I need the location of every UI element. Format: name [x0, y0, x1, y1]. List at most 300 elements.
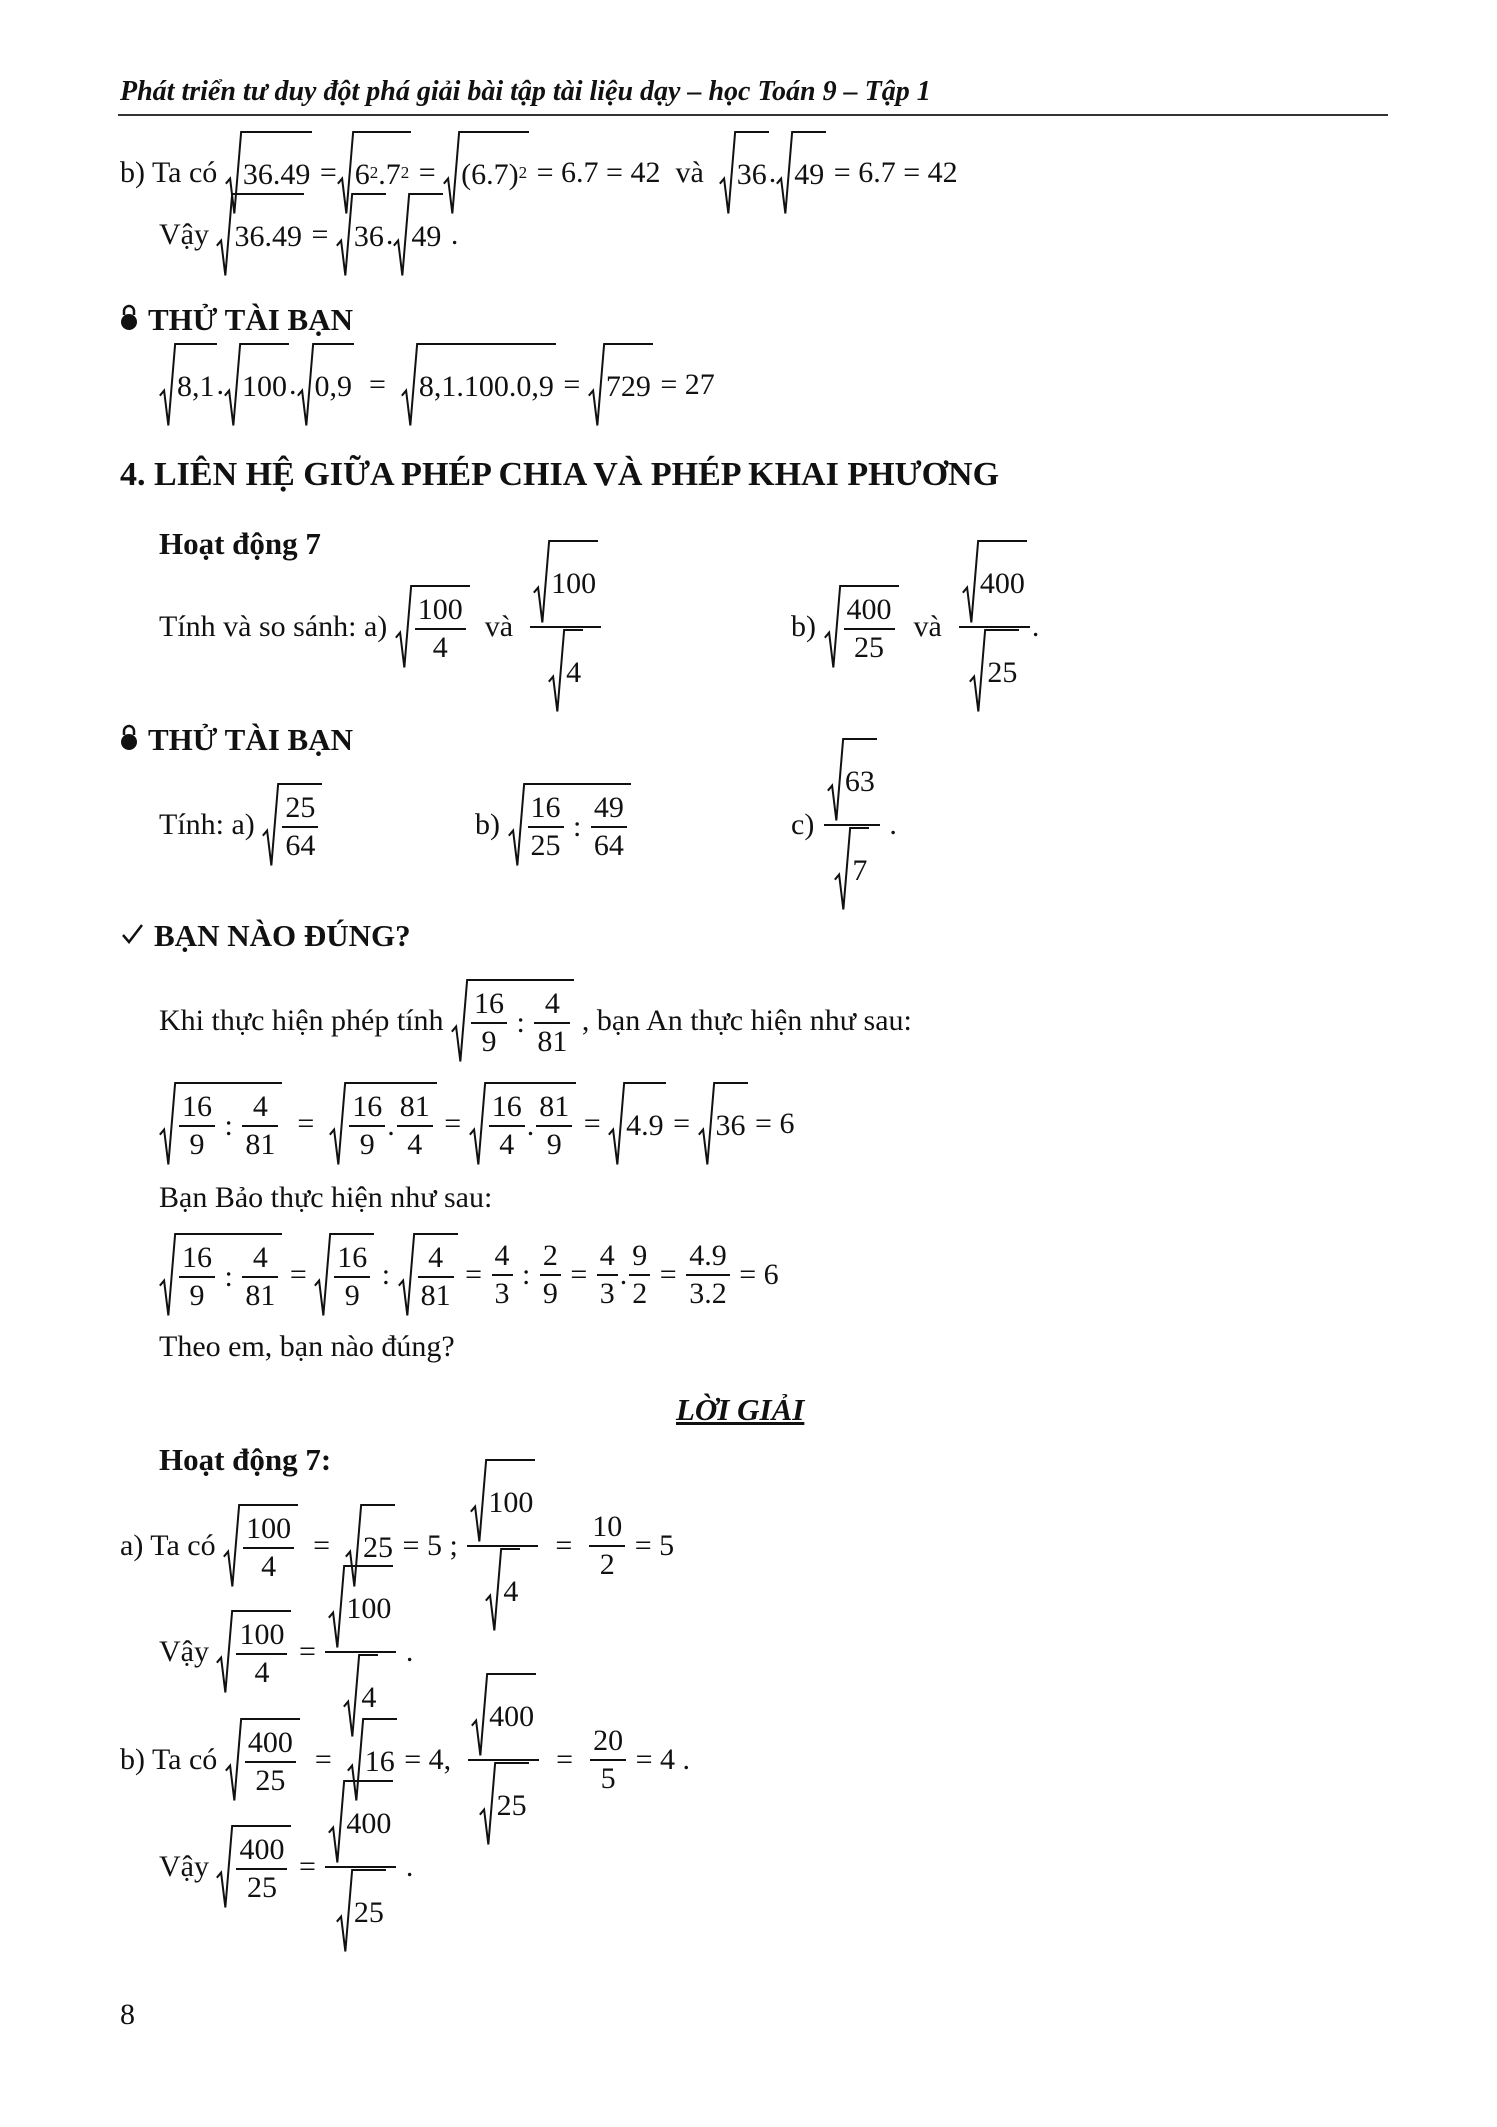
math-text: .: [385, 218, 394, 251]
denominator: [468, 1761, 539, 1847]
math-text: = 5: [627, 1529, 675, 1562]
denominator: [590, 1761, 626, 1796]
math-text: và: [898, 610, 957, 643]
checkmark-icon: [120, 918, 144, 954]
numerator: [397, 1090, 433, 1127]
fraction: [489, 1090, 525, 1162]
text-line: [159, 1297, 455, 1397]
math-text: =: [665, 1107, 698, 1140]
radical-sign-icon: [508, 783, 525, 868]
math-text: c): [791, 808, 822, 841]
math-text: 8,1: [177, 369, 215, 403]
denominator: [245, 1763, 296, 1798]
radical-sign-icon: [393, 193, 410, 278]
radical-sign-icon: [328, 1565, 345, 1650]
math-text: 4: [252, 1240, 268, 1274]
math-text: =: [555, 368, 588, 401]
denominator: [471, 1024, 507, 1059]
radical-sign-icon: [336, 193, 353, 278]
radical-sign-icon: [336, 1869, 353, 1954]
math-text: :: [217, 1108, 241, 1142]
radicand: [488, 1673, 536, 1758]
numerator: [591, 791, 627, 828]
square-root: [297, 343, 355, 428]
math-text: 36.49: [242, 157, 311, 191]
math-text: 16: [182, 1089, 212, 1123]
radical-sign-icon: [962, 540, 979, 625]
math-text: =: [298, 1529, 346, 1562]
superscript: 2: [369, 162, 379, 182]
numerator: [236, 1618, 287, 1655]
lock-icon: [120, 722, 138, 758]
numerator: [530, 540, 601, 628]
fraction: [528, 791, 564, 863]
square-root: [216, 1610, 291, 1695]
radicand: [625, 1082, 666, 1167]
numerator: [179, 1241, 215, 1278]
radicand: [986, 629, 1019, 714]
math-text: =: [303, 218, 336, 251]
denominator: [844, 630, 895, 665]
math-text: =: [411, 156, 444, 189]
denominator: [489, 1127, 525, 1162]
square-root: [824, 585, 899, 670]
math-text: 0,9: [314, 369, 352, 403]
math-text: =: [354, 368, 401, 401]
square-root: [225, 1718, 300, 1803]
numerator: [467, 1459, 538, 1547]
math-text: 400: [346, 1807, 392, 1840]
math-text: .: [768, 156, 777, 189]
denominator: [236, 1655, 287, 1690]
denominator: [540, 1276, 561, 1311]
math-text: Bạn Bảo thực hiện như sau:: [159, 1181, 493, 1214]
radical-sign-icon: [216, 193, 233, 278]
math-text: = 27: [652, 368, 715, 401]
math-text: 25: [363, 1530, 394, 1564]
radicand: [460, 131, 529, 216]
numerator: [492, 1239, 513, 1276]
denominator: [282, 828, 318, 863]
denominator: [686, 1276, 730, 1311]
math-text: 4: [252, 1089, 268, 1123]
radical-sign-icon: [216, 1825, 233, 1910]
activity-heading: Hoạt động 7: [159, 526, 321, 561]
numerator: [349, 1090, 385, 1127]
math-text: 25: [246, 1870, 277, 1904]
math-text: 25: [285, 790, 316, 824]
radical-sign-icon: [824, 585, 841, 670]
math-text: =: [436, 1107, 469, 1140]
math-text: 9: [344, 1278, 360, 1312]
numerator: [418, 1241, 454, 1278]
denominator: [492, 1276, 513, 1311]
radicand: [736, 131, 769, 216]
math-text: Vậy: [159, 1635, 217, 1668]
math-text: 16: [474, 986, 505, 1020]
radical-sign-icon: [471, 1673, 488, 1758]
math-text: 400: [846, 592, 892, 626]
numerator: [824, 738, 880, 826]
radicand: [487, 1459, 535, 1544]
math-text: b): [791, 610, 824, 643]
radical-sign-icon: [485, 1548, 502, 1633]
numerator: [334, 1241, 370, 1278]
math-text: 4: [566, 656, 582, 689]
radicand: [233, 193, 304, 278]
math-text: 729: [605, 369, 651, 403]
heading-text: BẠN NÀO ĐÚNG?: [154, 918, 411, 953]
math-text: 25: [987, 656, 1018, 689]
radicand: [486, 1082, 577, 1167]
math-text: 81: [537, 1024, 568, 1058]
math-text: 36: [715, 1108, 746, 1142]
numerator: [245, 1726, 296, 1763]
numerator: [489, 1090, 525, 1127]
math-text: 4: [544, 986, 560, 1020]
radicand: [314, 343, 355, 428]
math-text: 25: [353, 1896, 384, 1929]
fraction: [282, 791, 318, 863]
square-root: [827, 738, 877, 823]
radical-sign-icon: [834, 827, 851, 912]
numerator: [534, 987, 570, 1024]
math-text: 2: [599, 1548, 615, 1581]
math-text: :: [514, 1258, 538, 1291]
math-line: [791, 765, 897, 887]
denominator: [243, 1549, 294, 1584]
math-text: =: [312, 156, 337, 189]
radical-sign-icon: [159, 343, 176, 428]
radical-sign-icon: [328, 1780, 345, 1865]
radicand: [345, 1780, 393, 1865]
fraction: [236, 1833, 287, 1905]
numerator: [325, 1780, 396, 1868]
math-text: 4: [428, 1240, 444, 1274]
denominator: [415, 630, 466, 665]
math-text: 16: [364, 1744, 395, 1778]
square-root: [719, 131, 769, 216]
radicand: [502, 1548, 520, 1633]
header-divider: [118, 114, 1388, 116]
numerator: [597, 1239, 618, 1276]
numerator: [589, 1510, 625, 1547]
square-root: [393, 193, 443, 278]
math-text: 10: [592, 1510, 623, 1543]
math-text: b): [475, 808, 508, 841]
radicand: [851, 827, 869, 912]
fraction: [245, 1726, 296, 1798]
math-text: .: [881, 808, 897, 841]
math-text: .: [619, 1258, 628, 1291]
math-text: 81: [539, 1089, 570, 1123]
square-root: [336, 1869, 386, 1954]
radicand: [242, 1718, 300, 1803]
radicand: [715, 1082, 748, 1167]
radicand: [525, 783, 631, 868]
math-text: 16: [491, 1089, 522, 1123]
math-text: a) Ta có: [120, 1529, 224, 1562]
square-root: [223, 1504, 298, 1589]
numerator: [686, 1239, 730, 1276]
math-text: 9: [542, 1277, 558, 1310]
math-text: 36: [736, 157, 767, 191]
math-text: 6: [354, 157, 370, 191]
numerator: [179, 1090, 215, 1127]
square-root: [479, 1762, 529, 1847]
math-line: [159, 567, 603, 689]
math-text: 3.2: [689, 1277, 727, 1310]
math-text: b) Ta có: [120, 156, 225, 189]
math-text: = 6: [747, 1107, 795, 1140]
math-text: 25: [496, 1789, 527, 1822]
fraction: [629, 1239, 650, 1311]
radicand: [353, 1869, 386, 1954]
numerator: [536, 1090, 572, 1127]
numerator: [471, 987, 507, 1024]
radical-sign-icon: [608, 1082, 625, 1167]
radicand: [496, 1762, 529, 1847]
denominator: [591, 828, 627, 863]
solution-heading: LỜI GIẢI: [676, 1392, 805, 1427]
radicand: [176, 343, 217, 428]
superscript: 2: [400, 162, 410, 182]
square-root: [834, 827, 869, 912]
math-text: 49: [794, 157, 825, 191]
page-number: 8: [120, 1998, 135, 2031]
numerator: [528, 791, 564, 828]
math-text: 9: [189, 1127, 205, 1161]
math-text: 100: [246, 1511, 292, 1545]
denominator: [530, 628, 601, 714]
fraction: [236, 1618, 287, 1690]
math-text: Khi thực hiện phép tính: [159, 1004, 452, 1037]
square-root: [470, 1459, 535, 1544]
math-line: [159, 335, 715, 435]
math-text: 4.9: [626, 1108, 664, 1142]
math-text: 100: [417, 592, 463, 626]
math-text: và: [469, 610, 529, 643]
math-text: =: [541, 1743, 589, 1776]
radicand: [468, 979, 574, 1064]
square-root: [776, 131, 826, 216]
math-text: 81: [399, 1089, 430, 1123]
math-text: .7: [378, 157, 401, 191]
math-line: [159, 1592, 414, 1714]
heading-text: THỬ TÀI BẠN: [148, 722, 353, 757]
math-text: 7: [852, 854, 868, 887]
radical-sign-icon: [969, 629, 986, 714]
math-text: 100: [346, 1592, 392, 1625]
fraction: [589, 1510, 625, 1582]
numerator: [540, 1239, 561, 1276]
fraction: [536, 1090, 572, 1162]
radicand: [565, 629, 583, 714]
math-text: 64: [285, 828, 316, 862]
radicand: [605, 343, 653, 428]
math-text: 100: [488, 1486, 534, 1519]
radical-sign-icon: [548, 629, 565, 714]
fraction: [540, 1239, 561, 1311]
math-text: 4.9: [689, 1239, 727, 1272]
square-root: [969, 629, 1019, 714]
radicand: [841, 585, 899, 670]
math-text: :: [374, 1258, 398, 1291]
square-root: [224, 343, 289, 428]
math-text: 25: [255, 1763, 286, 1797]
math-text: .: [526, 1108, 535, 1142]
fraction: [597, 1239, 618, 1311]
numerator: [629, 1239, 650, 1276]
numerator: [236, 1833, 287, 1870]
fraction: [824, 738, 880, 912]
numerator: [282, 791, 318, 828]
radical-sign-icon: [588, 343, 605, 428]
numerator: [844, 593, 895, 630]
denominator: [534, 1024, 570, 1059]
math-text: = 4,: [396, 1743, 467, 1776]
square-root: [328, 1565, 393, 1650]
math-text: .: [1031, 610, 1040, 643]
numerator: [242, 1090, 278, 1127]
math-text: = 6: [731, 1258, 779, 1291]
fraction: [591, 791, 627, 863]
math-text: 400: [979, 567, 1025, 600]
activity-heading: Hoạt động 7:: [159, 1442, 332, 1477]
superscript: 2: [518, 162, 528, 182]
denominator: [959, 628, 1030, 714]
math-text: 9: [481, 1024, 497, 1058]
radicand: [233, 1610, 291, 1695]
math-text: 5: [600, 1762, 616, 1795]
radical-sign-icon: [719, 131, 736, 216]
square-root: [548, 629, 583, 714]
radical-sign-icon: [776, 131, 793, 216]
math-text: 81: [420, 1278, 451, 1312]
square-root: [533, 540, 598, 625]
fraction: [468, 1673, 539, 1847]
lock-icon: [120, 302, 138, 338]
math-text: Tính: a): [159, 808, 263, 841]
math-text: 16: [182, 1240, 212, 1274]
math-text: 49: [593, 790, 624, 824]
math-text: 8,1.100.0,9: [418, 369, 554, 403]
math-text: = 5 ;: [395, 1529, 466, 1562]
math-text: 100: [239, 1617, 285, 1651]
math-line: [159, 971, 912, 1071]
math-text: 3: [494, 1277, 510, 1310]
square-root: [216, 1825, 291, 1910]
denominator: [589, 1547, 625, 1582]
math-text: =: [282, 1258, 315, 1291]
numerator: [415, 593, 466, 630]
square-root: [588, 343, 653, 428]
square-root: [262, 783, 322, 868]
square-root: [159, 343, 217, 428]
math-text: = 6.7 = 42 và: [529, 156, 719, 189]
radical-sign-icon: [297, 343, 314, 428]
denominator: [536, 1127, 572, 1162]
math-text: 9: [189, 1278, 205, 1312]
radical-sign-icon: [827, 738, 844, 823]
denominator: [629, 1276, 650, 1311]
radicand: [410, 193, 443, 278]
denominator: [325, 1868, 396, 1954]
math-text: 16: [352, 1089, 383, 1123]
math-line: [120, 1486, 675, 1608]
math-text: =: [457, 1258, 490, 1291]
fraction: [471, 987, 507, 1059]
math-text: 25: [530, 828, 561, 862]
math-text: 63: [844, 765, 875, 798]
math-text: 4: [261, 1549, 277, 1583]
radical-sign-icon: [225, 1718, 242, 1803]
numerator: [590, 1724, 626, 1761]
math-text: 4: [361, 1681, 377, 1714]
math-text: 400: [247, 1725, 293, 1759]
math-text: =: [299, 1743, 347, 1776]
radical-sign-icon: [479, 1762, 496, 1847]
math-text: b) Ta có: [120, 1743, 225, 1776]
square-root: [962, 540, 1027, 625]
math-text: =: [576, 1107, 609, 1140]
math-text: 2: [542, 1239, 558, 1272]
fraction: [686, 1239, 730, 1311]
math-text: :: [565, 809, 589, 843]
math-text: 4: [494, 1239, 510, 1272]
numerator: [243, 1512, 294, 1549]
math-text: = 6.7 = 42: [826, 156, 958, 189]
math-text: 49: [411, 219, 442, 253]
math-text: 4: [407, 1127, 423, 1161]
math-text: .: [387, 1108, 395, 1142]
math-text: 9: [546, 1127, 562, 1161]
radicand: [240, 1504, 298, 1589]
denominator: [824, 826, 880, 912]
radical-sign-icon: [401, 343, 418, 428]
radical-sign-icon: [223, 1504, 240, 1589]
fraction: [243, 1512, 294, 1584]
math-text: Theo em, bạn nào đúng?: [159, 1330, 455, 1363]
radicand: [353, 193, 386, 278]
math-text: 4: [432, 630, 448, 664]
denominator: [236, 1870, 287, 1905]
math-text: (6.7): [461, 157, 519, 191]
math-text: =: [291, 1635, 324, 1668]
radicand: [793, 131, 826, 216]
radicand: [233, 1825, 291, 1910]
math-text: 3: [599, 1277, 615, 1310]
math-text: 36: [353, 219, 384, 253]
fraction: [415, 593, 466, 665]
radicand: [844, 738, 877, 823]
math-text: .: [443, 218, 459, 251]
math-text: Vậy: [159, 1850, 217, 1883]
math-text: =: [652, 1258, 685, 1291]
math-line: [120, 1700, 690, 1822]
section-heading: 4. LIÊN HỆ GIỮA PHÉP CHIA VÀ PHÉP KHAI PHƯƠNG: [120, 456, 1000, 493]
square-root: [216, 193, 304, 278]
math-text: Vậy: [159, 218, 217, 251]
math-text: 100: [242, 369, 287, 403]
square-root: [698, 1082, 748, 1167]
math-text: =: [562, 1258, 595, 1291]
math-text: 400: [239, 1832, 285, 1866]
square-root: [471, 1673, 536, 1758]
radicand: [979, 540, 1027, 625]
math-line: [159, 1807, 414, 1929]
math-text: 81: [245, 1278, 276, 1312]
